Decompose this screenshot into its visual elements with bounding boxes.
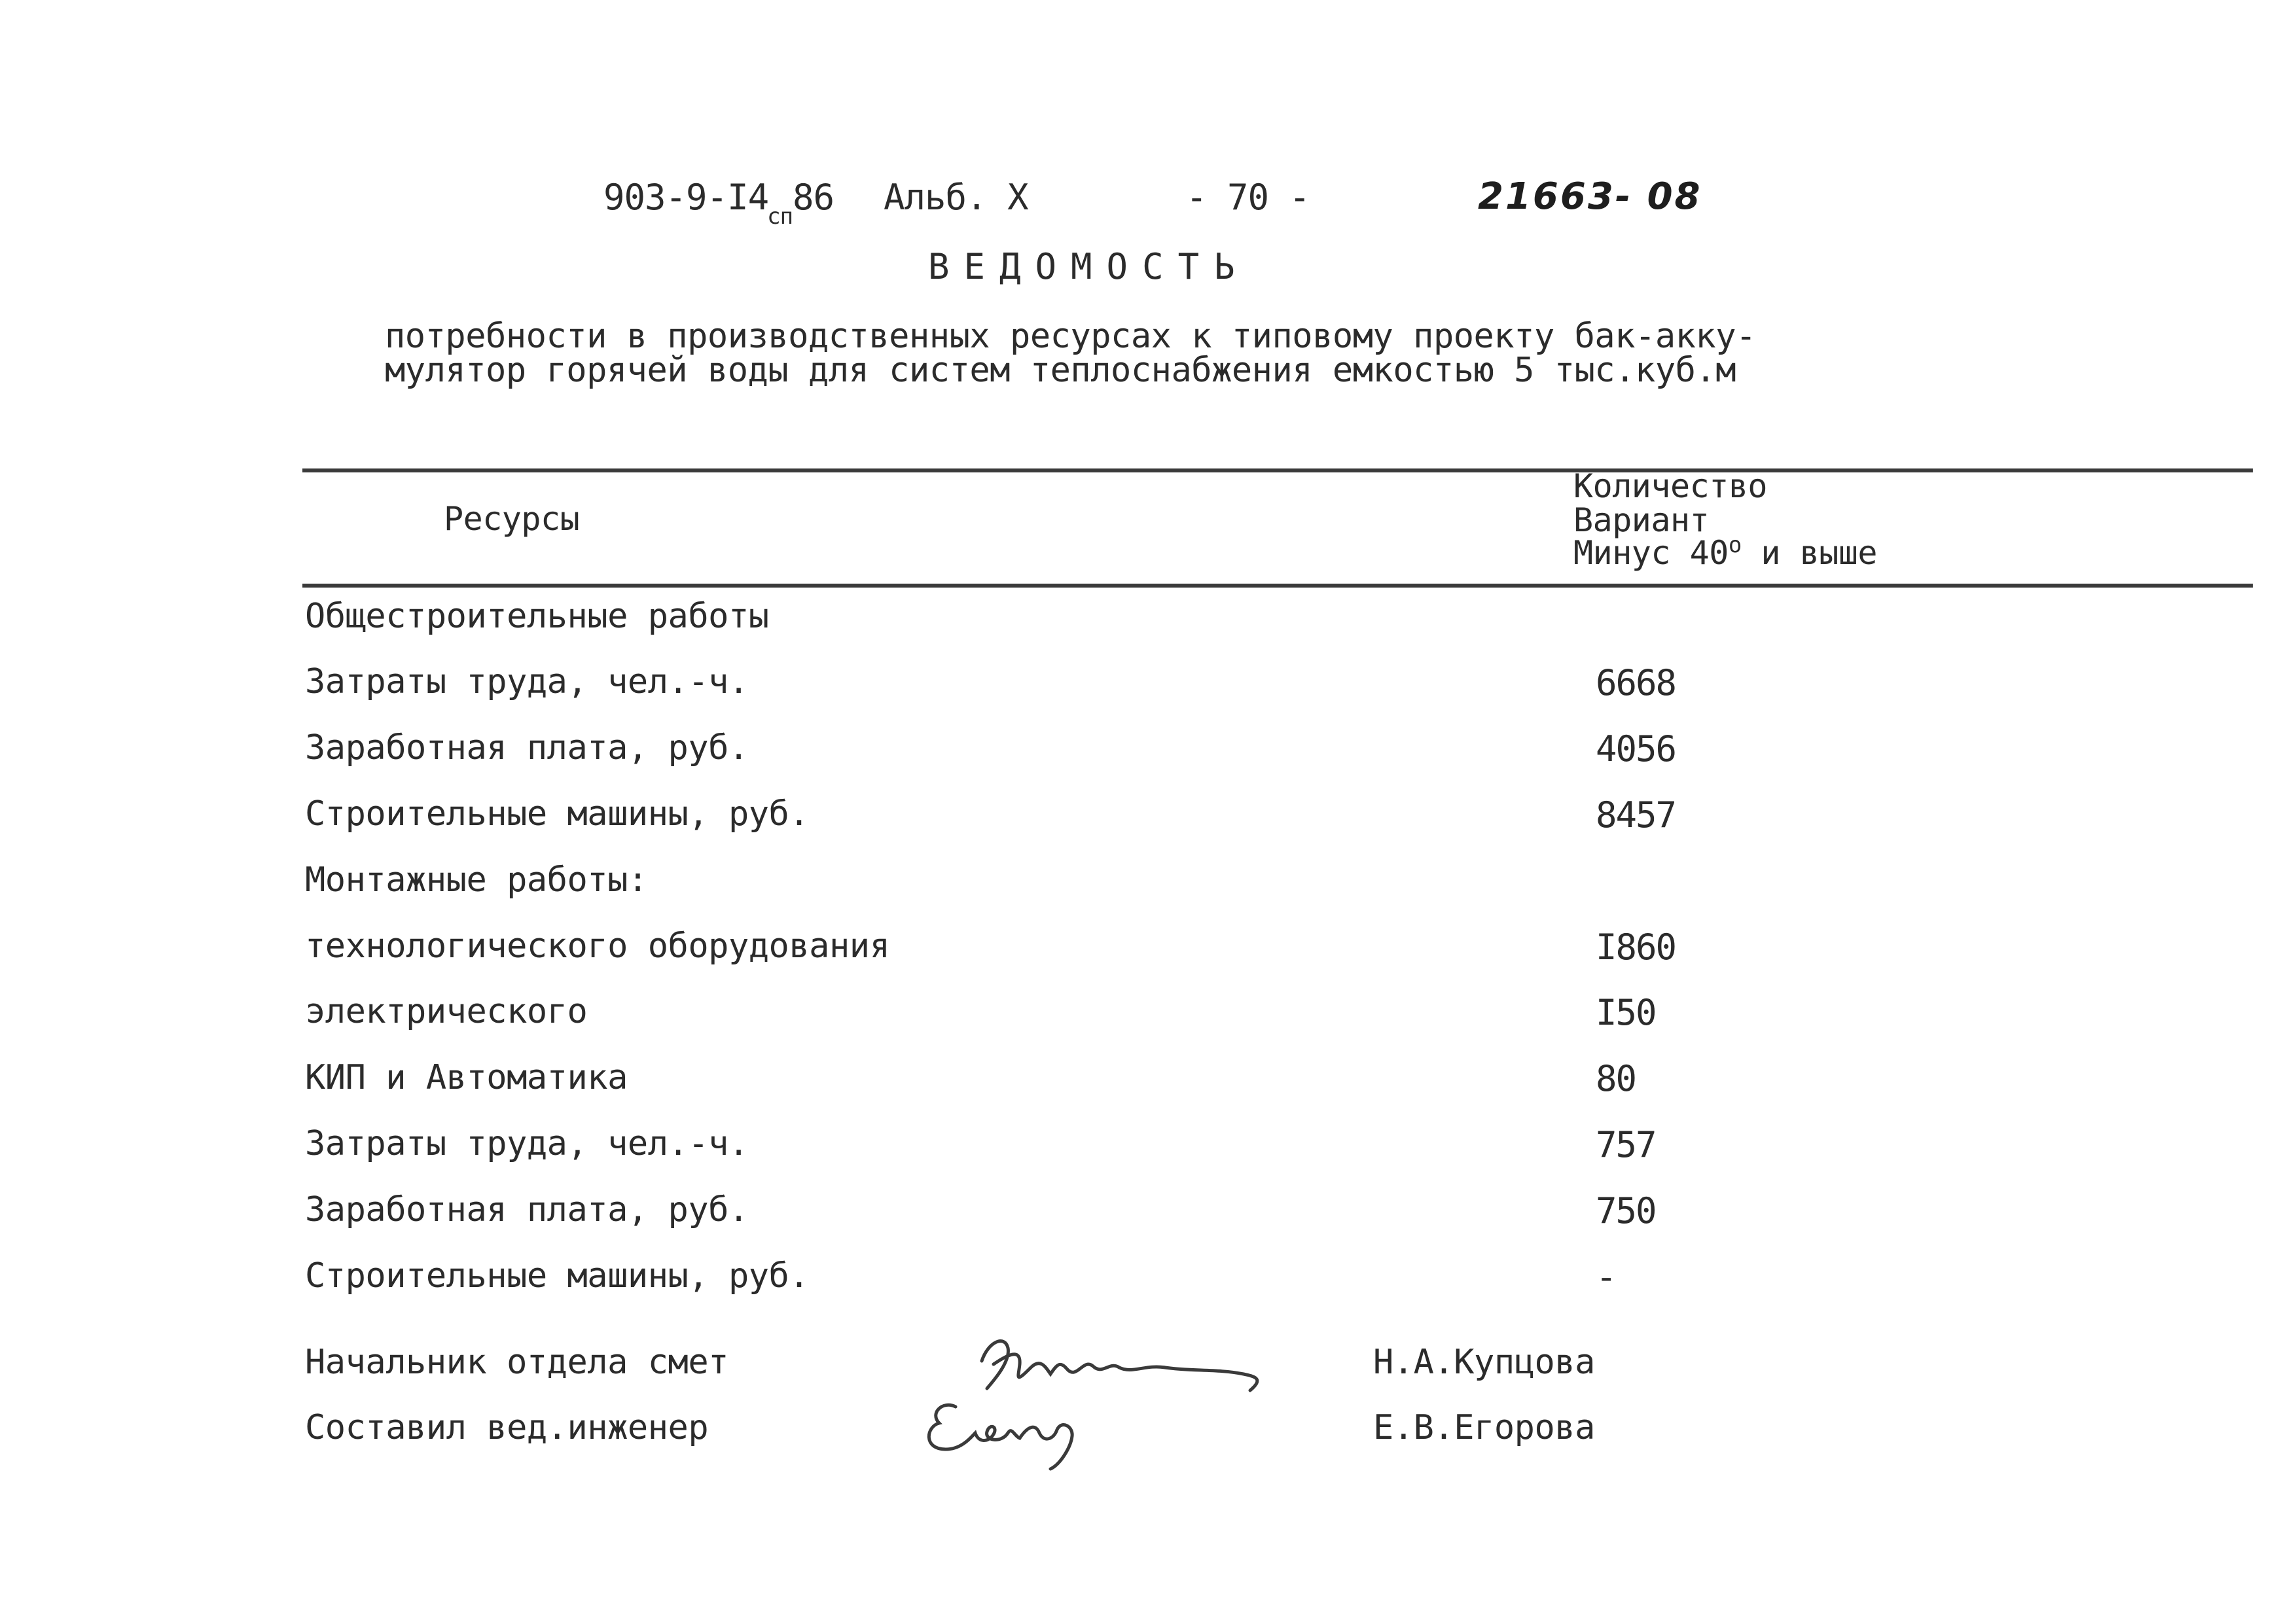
resource-cell: Заработная плата, руб.	[305, 728, 749, 768]
column-header-resources: Ресурсы	[444, 500, 580, 538]
resource-cell: технологического оборудования	[305, 927, 890, 966]
temperature-value: Минус 40	[1573, 534, 1729, 572]
signature-role-head: Начальник отдела смет	[305, 1343, 728, 1382]
quantity-cell: 4056	[1596, 728, 1676, 769]
intro-line-1: потребности в производственных ресурсах к типовому проекту бак-акку-	[385, 317, 1756, 356]
resource-cell: КИП и Автоматика	[305, 1058, 628, 1097]
table-row	[302, 927, 2253, 993]
quantity-cell: 6668	[1596, 662, 1676, 703]
column-header-variant: Вариант	[1573, 501, 1710, 539]
resource-cell: Строительные машины, руб.	[305, 1256, 810, 1296]
table-row	[302, 794, 2253, 860]
page-number: - 70 -	[1186, 177, 1310, 218]
table-top-rule	[302, 468, 2253, 472]
resource-cell: Строительные машины, руб.	[305, 794, 810, 834]
table-row	[302, 728, 2253, 794]
document-number-subscript: сп	[767, 203, 793, 230]
resource-cell: Затраты труда, чел.-ч.	[305, 662, 749, 701]
quantity-cell: 80	[1596, 1058, 1636, 1099]
quantity-cell: -	[1596, 1256, 1616, 1297]
table-row	[302, 597, 2253, 663]
column-header-quantity: Количество	[1573, 467, 1768, 505]
table-header-rule	[302, 584, 2253, 588]
quantity-cell: 8457	[1596, 794, 1676, 836]
signature-role-engineer: Составил вед.инженер	[305, 1408, 709, 1447]
handwritten-signature-egorova	[916, 1387, 1126, 1472]
table-row	[302, 860, 2253, 927]
column-header-temperature	[1573, 532, 1878, 573]
table-row	[302, 1124, 2253, 1190]
intro-line-2: мулятор горячей воды для систем теплоснабжения емкостью 5 тыс.куб.м	[385, 351, 1736, 390]
signatory-name-head: Н.А.Купцова	[1373, 1343, 1595, 1382]
quantity-cell: 757	[1596, 1124, 1656, 1165]
document-number	[603, 177, 834, 230]
registration-stamp: 21663- 08	[1478, 175, 1702, 218]
table-row	[302, 662, 2253, 728]
quantity-cell: I860	[1596, 927, 1676, 968]
table-row	[302, 1058, 2253, 1124]
degree-superscript: о	[1728, 532, 1742, 558]
document-number-year: 86	[793, 177, 834, 218]
page-title: ВЕДОМОСТЬ	[928, 246, 1249, 287]
resource-cell: Монтажные работы:	[305, 860, 648, 900]
resource-cell: электрического	[305, 992, 588, 1031]
signatory-name-engineer: Е.В.Егорова	[1373, 1408, 1595, 1447]
temperature-suffix: и выше	[1741, 534, 1878, 572]
table-row	[302, 1190, 2253, 1256]
resource-cell: Затраты труда, чел.-ч.	[305, 1124, 749, 1163]
quantity-cell: 750	[1596, 1190, 1656, 1231]
resource-cell: Заработная плата, руб.	[305, 1190, 749, 1229]
resource-cell: Общестроительные работы	[305, 597, 769, 636]
album-label: Альб. X	[884, 177, 1028, 218]
quantity-cell: I50	[1596, 992, 1656, 1033]
document-number-main: 903-9-I4	[603, 177, 769, 218]
table-row	[302, 992, 2253, 1058]
table-row	[302, 1256, 2253, 1322]
